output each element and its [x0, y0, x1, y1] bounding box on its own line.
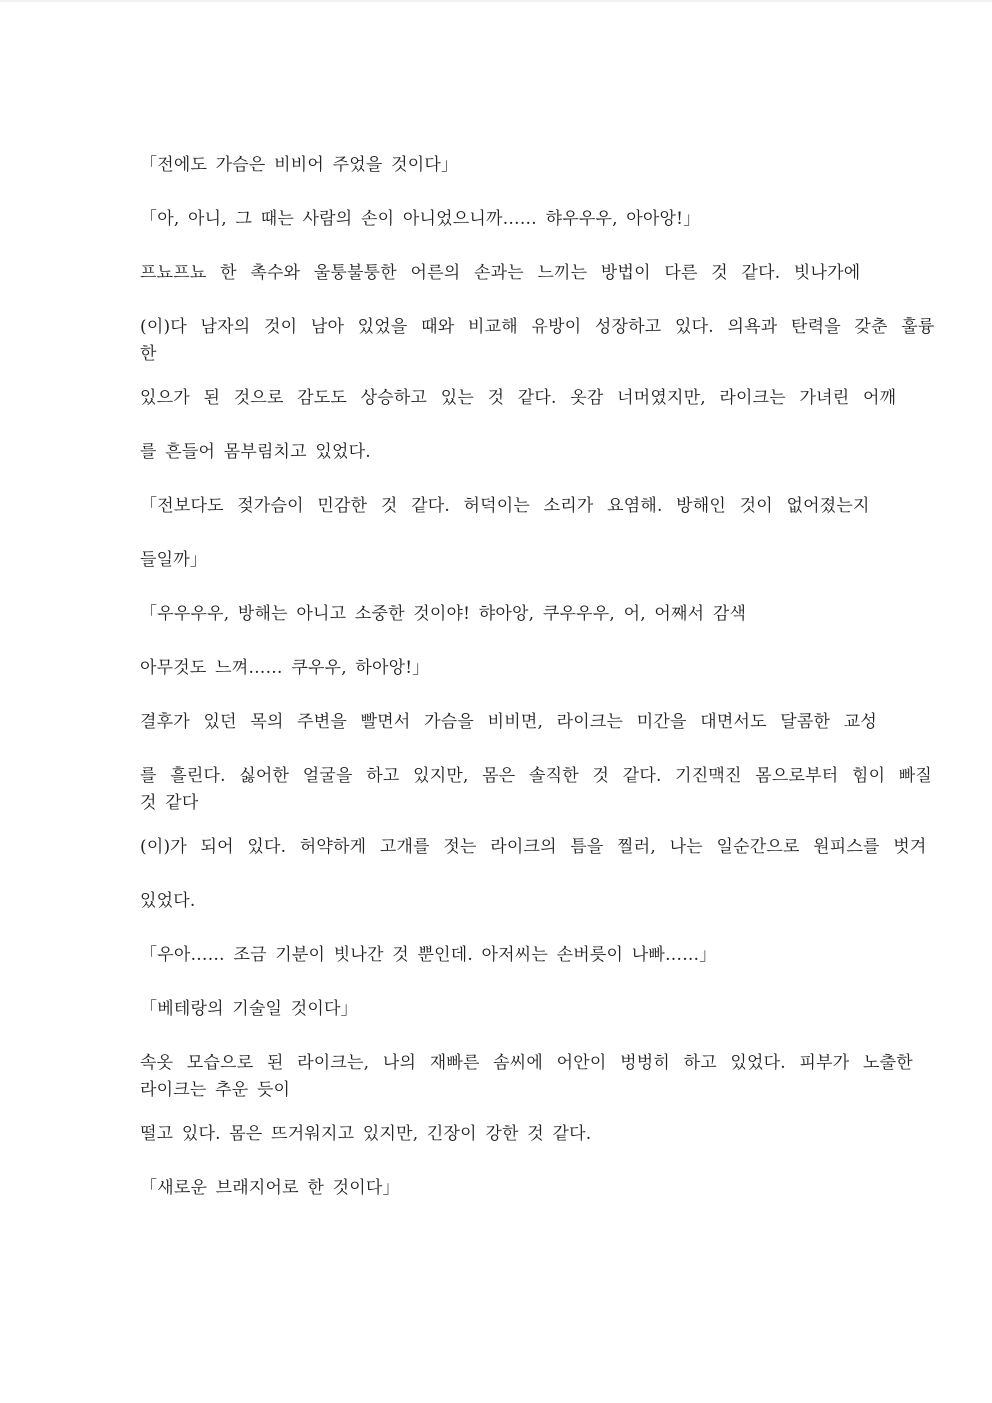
text-line: 아무것도 느껴…… 쿠우우, 하아앙!」 [140, 658, 430, 678]
paragraph [140, 152, 892, 179]
paragraph [140, 942, 892, 969]
text-line: 「새로운 브래지어로 한 것이다」 [140, 1178, 400, 1198]
paragraph [140, 206, 892, 233]
text-line: 「전보다도 젖가슴이 민감한 것 같다. 허덕이는 소리가 요염해. 방해인 것이 없어졌는지 [140, 496, 870, 516]
text-line: 를 흔들어 몸부림치고 있었다. [140, 442, 371, 462]
paragraph [140, 547, 892, 574]
text-line: 결후가 있던 목의 주변을 빨면서 가슴을 비비면, 라이크는 미간을 대면서도 달콤한 교성 [140, 712, 878, 732]
text-line: 「전에도 가슴은 비비어 주었을 것이다」 [140, 155, 459, 175]
text-line: 「우우우우, 방해는 아니고 소중한 것이야! 햐아앙, 쿠우우우, 어, 어째서 감색 [140, 604, 747, 624]
text-line: 것 같다 [140, 793, 199, 813]
paragraph [140, 1175, 892, 1202]
text-line: 있었다. [140, 891, 196, 911]
paragraph [140, 709, 892, 736]
paragraph [140, 996, 892, 1023]
paragraph [140, 888, 892, 915]
paragraph [140, 1121, 892, 1148]
paragraph [140, 601, 892, 628]
text-line: 떨고 있다. 몸은 뜨거워지고 있지만, 긴장이 강한 것 같다. [140, 1124, 592, 1144]
text-line: 속옷 모습으로 된 라이크는, 나의 재빠른 솜씨에 어안이 벙벙히 하고 있었다. 피부가 노출한 [140, 1053, 913, 1073]
paragraph [140, 493, 892, 520]
text-line: 들일까」 [140, 550, 208, 570]
text-line: 「아, 아니, 그 때는 사람의 손이 아니었으니까…… 햐우우우, 아아앙!」 [140, 209, 701, 229]
paragraph [140, 439, 892, 466]
text-line: (이)다 남자의 것이 남아 있었을 때와 비교해 유방이 성장하고 있다. 의욕과 탄력을 갖춘 훌륭 [140, 317, 935, 337]
text-line: 한 [140, 344, 157, 364]
text-line: 「우아…… 조금 기분이 빗나간 것 뿐인데. 아저씨는 손버릇이 나빠……」 [140, 945, 717, 965]
paragraph [140, 834, 927, 861]
paragraph [140, 655, 892, 682]
text-line: 「베테랑의 기술일 것이다」 [140, 999, 358, 1019]
text-line: 프뇨프뇨 한 촉수와 울퉁불퉁한 어른의 손과는 느끼는 방법이 다른 것 같다. 빗나가에 [140, 263, 861, 283]
paragraph [140, 260, 892, 287]
text-line: 라이크는 추운 듯이 [140, 1080, 291, 1100]
text-line: 있으가 된 것으로 감도도 상승하고 있는 것 같다. 옷감 너머였지만, 라이크는 가녀린 어깨 [140, 388, 897, 408]
paragraph [140, 385, 897, 412]
text-line: (이)가 되어 있다. 허약하게 고개를 젓는 라이크의 틈을 찔러, 나는 일순간으로 원피스를 벗겨 [140, 837, 927, 857]
text-line: 를 흘린다. 싫어한 얼굴을 하고 있지만, 몸은 솔직한 것 같다. 기진맥진 몸으로부터 힘이 빠질 [140, 766, 933, 786]
page-top-edge [0, 0, 992, 2]
